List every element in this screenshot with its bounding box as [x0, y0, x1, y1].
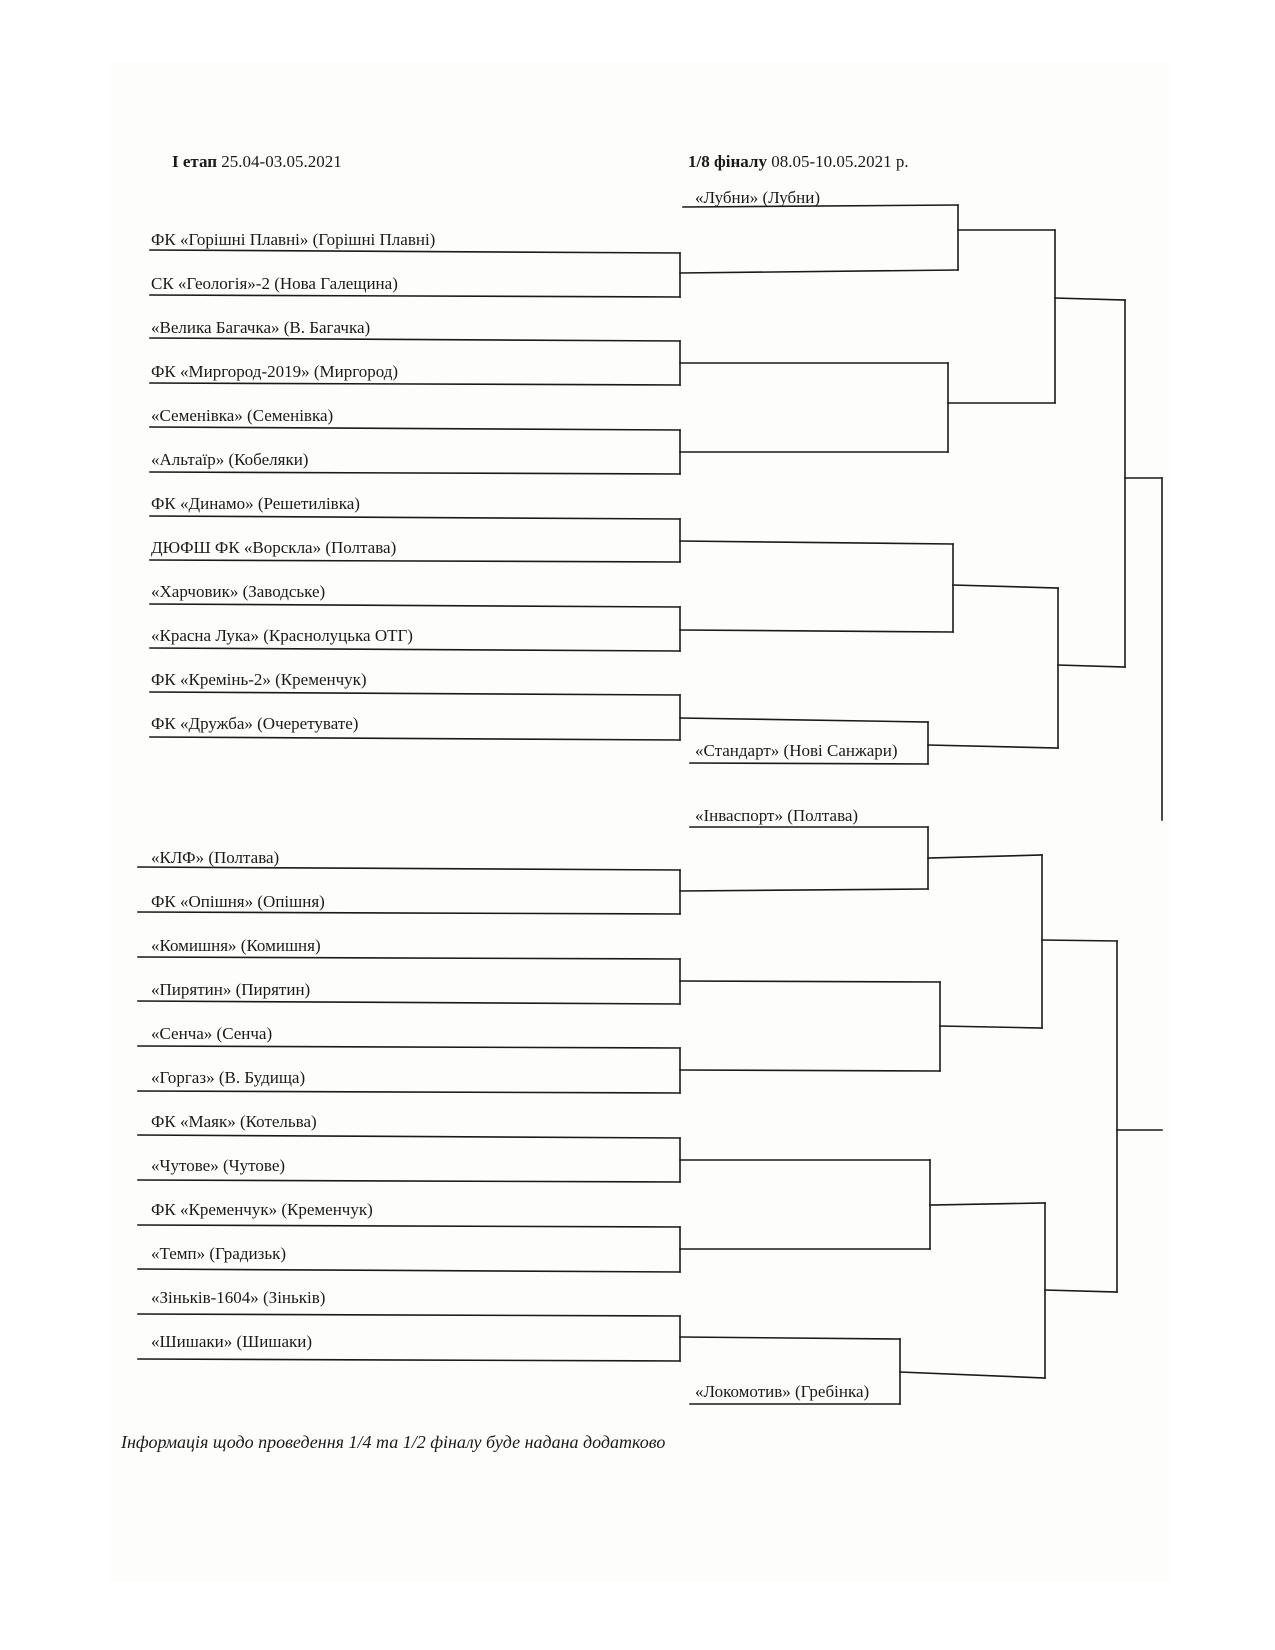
line-top-12: [150, 737, 680, 740]
team-bottom-6: «Горгаз» (В. Будища): [151, 1068, 306, 1087]
r16-line-winner-7: [680, 889, 928, 891]
team-bottom-1: «КЛФ» (Полтава): [151, 848, 280, 867]
team-lokomotyv: «Локомотив» (Гребінка): [695, 1382, 870, 1401]
qf-line-7: [930, 1203, 1045, 1205]
team-bottom-12: «Шишаки» (Шишаки): [151, 1332, 313, 1351]
team-top-5: «Семенівка» (Семенівка): [151, 406, 334, 425]
sf-line-2: [1058, 665, 1125, 667]
line-top-1: [150, 250, 680, 253]
line-bottom-10: [138, 1269, 680, 1272]
line-bottom-5: [138, 1046, 680, 1048]
team-top-7: ФК «Динамо» (Решетилівка): [151, 494, 360, 513]
line-top-11: [150, 692, 680, 695]
r16-line-winner-1: [680, 270, 958, 273]
r16-line-lubny: [683, 205, 958, 207]
line-top-10: [150, 648, 680, 651]
stage1-dates: 25.04-03.05.2021: [221, 152, 342, 171]
line-top-7: [150, 516, 680, 519]
qf-line-4: [928, 745, 1058, 748]
qf-line-8: [900, 1372, 1045, 1378]
line-bottom-1: [138, 867, 680, 870]
team-bottom-5: «Сенча» (Сенча): [151, 1024, 273, 1043]
team-bottom-3: «Комишня» (Комишня): [151, 936, 321, 955]
team-standart: «Стандарт» (Нові Санжари): [695, 741, 898, 760]
r16-title: 1/8 фіналу: [688, 152, 767, 171]
team-bottom-8: «Чутове» (Чутове): [151, 1156, 286, 1175]
team-top-3: «Велика Багачка» (В. Багачка): [151, 318, 371, 337]
stage1-title: І етап: [172, 152, 218, 171]
team-bottom-4: «Пирятин» (Пирятин): [151, 980, 311, 999]
sf-line-4: [1045, 1290, 1117, 1292]
qf-line-3: [953, 585, 1058, 588]
line-bottom-2: [138, 912, 680, 914]
r16-line-winner-4: [680, 541, 953, 544]
line-top-3: [150, 338, 680, 341]
team-top-12: ФК «Дружба» (Очеретувате): [151, 714, 359, 733]
team-bottom-9: ФК «Кременчук» (Кременчук): [151, 1200, 373, 1219]
line-top-8: [150, 560, 680, 562]
line-bottom-11: [138, 1314, 680, 1316]
team-bottom-2: ФК «Опішня» (Опішня): [151, 892, 325, 911]
line-bottom-3: [138, 957, 680, 959]
line-top-5: [150, 427, 680, 430]
r16-line-winner-8: [680, 981, 940, 982]
team-top-1: ФК «Горішні Плавні» (Горішні Плавні): [151, 230, 436, 249]
team-top-10: «Красна Лука» (Краснолуцька ОТГ): [151, 626, 413, 645]
line-bottom-6: [138, 1091, 680, 1093]
sf-line-3: [1042, 940, 1117, 941]
line-bottom-7: [138, 1135, 680, 1138]
line-top-6: [150, 472, 680, 474]
team-top-6: «Альтаїр» (Кобеляки): [151, 450, 309, 469]
line-bottom-8: [138, 1180, 680, 1182]
line-bottom-12: [138, 1359, 680, 1361]
r16-line-winner-5: [680, 630, 953, 632]
team-top-9: «Харчовик» (Заводське): [151, 582, 326, 601]
line-top-9: [150, 604, 680, 607]
team-top-8: ДЮФШ ФК «Ворскла» (Полтава): [151, 538, 397, 557]
qf-line-5: [928, 855, 1042, 858]
r16-line-winner-12: [680, 1337, 900, 1339]
r16-line-winner-6: [680, 718, 928, 722]
team-bottom-7: ФК «Маяк» (Котельва): [151, 1112, 317, 1131]
line-top-2: [150, 295, 680, 297]
team-bottom-11: «Зіньків-1604» (Зіньків): [151, 1288, 326, 1307]
sf-line-1: [1055, 298, 1125, 300]
qf-line-6: [940, 1026, 1042, 1028]
team-top-4: ФК «Миргород-2019» (Миргород): [151, 362, 399, 381]
team-bottom-10: «Темп» (Градизьк): [151, 1244, 286, 1263]
team-top-11: ФК «Кремінь-2» (Кременчук): [151, 670, 367, 689]
line-top-4: [150, 383, 680, 385]
footnote: Інформація щодо проведення 1/4 та 1/2 фіналу буде надана додатково: [121, 1432, 666, 1452]
line-bottom-4: [138, 1001, 680, 1004]
r16-line-standart: [690, 763, 928, 764]
line-bottom-9: [138, 1225, 680, 1227]
team-lubny: «Лубни» (Лубни): [695, 188, 821, 207]
team-invasport: «Інваспорт» (Полтава): [695, 806, 859, 825]
team-top-2: СК «Геологія»-2 (Нова Галещина): [151, 274, 398, 293]
r16-dates: 08.05-10.05.2021 р.: [771, 152, 909, 171]
r16-line-winner-9: [680, 1070, 940, 1071]
